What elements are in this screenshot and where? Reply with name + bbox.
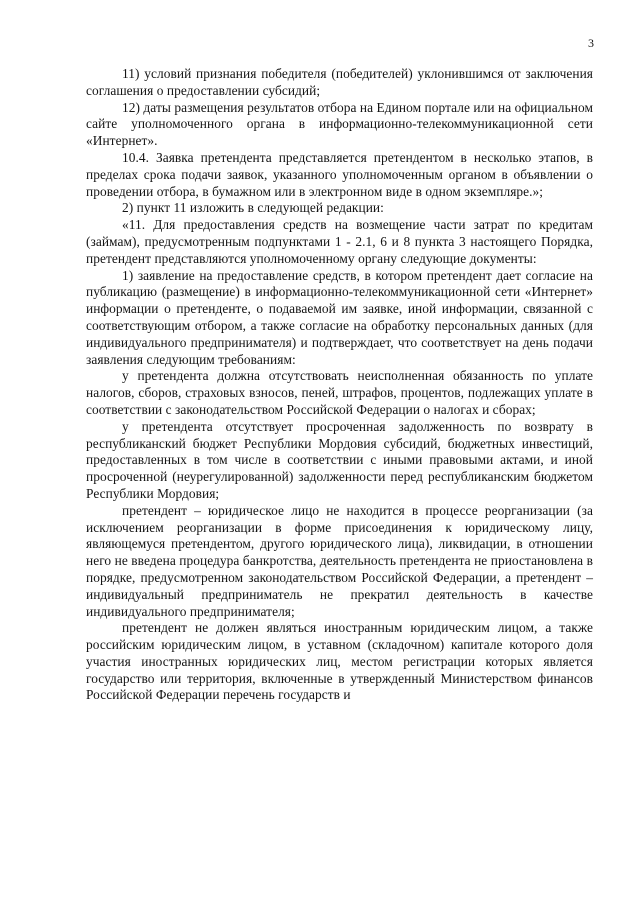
paragraph-10-4: 10.4. Заявка претендента представляется претендентом в несколько этапов, в пределах срока подачи заявок, указанного уполномоченным органом в объявлении о проведении отбора, в бумажном или в электронном виде в одном экземпляре.»;	[86, 149, 593, 199]
paragraph-requirement-taxes: у претендента должна отсутствовать неисполненная обязанность по уплате налогов, сборов, страховых взносов, пеней, штрафов, процентов, подлежащих уплате в соответствии с законодательством Российской Федерации о налогах и сборах;	[86, 368, 593, 417]
paragraph-clause-11: «11. Для предоставления средств на возмещение части затрат по кредитам (займам), предусмотренным подпунктами 1 - 2.1, 6 и 8 пункта 3 настоящего Порядка, претендент представляются уполномоченному органу следующие документы:	[86, 217, 593, 266]
page-number: 3	[588, 36, 594, 50]
document-body	[86, 66, 593, 704]
paragraph-requirement-debt: у претендента отсутствует просроченная задолженность по возврату в республиканский бюджет Республики Мордовия субсидий, бюджетных инвестиций, предоставленных в том числе в соответствии с иными правовыми актами, и иной просроченной (неурегулированной) задолженности перед республиканским бюджетом Республики Мордовия;	[86, 418, 593, 501]
paragraph-item-12: 12) даты размещения результатов отбора на Едином портале или на официальном сайте уполномоченного органа в информационно-телекоммуникационной сети «Интернет».	[86, 99, 593, 149]
paragraph-requirement-reorganization: претендент – юридическое лицо не находится в процессе реорганизации (за исключением реорганизации в форме присоединения к юридическому лицу, являющемуся претендентом, другого юридического лица), ликвидации, в отношении него не введена процедура банкротства, деятельность претендента не приостановлена в порядке, предусмотренном законодательством Российской Федерации, а претендент – индивидуальный предприниматель не прекратил деятельность в качестве индивидуального предпринимателя;	[86, 502, 593, 619]
paragraph-item-11: 11) условий признания победителя (победителей) уклонившимся от заключения соглашения о предоставлении субсидий;	[86, 66, 593, 98]
paragraph-amendment-2: 2) пункт 11 изложить в следующей редакции:	[122, 200, 384, 216]
paragraph-application: 1) заявление на предоставление средств, в котором претендент дает согласие на публикацию (размещение) в информационно-телекоммуникационной сети «Интернет» информации о претенденте, о подаваемой им заявке, иной информации, связанной с соответствующим отбором, а также согласие на обработку персональных данных (для индивидуального предпринимателя) и подтверждает, что соответствует на день подачи заявления следующим требованиям:	[86, 267, 593, 367]
paragraph-requirement-foreign-entity: претендент не должен являться иностранным юридическим лицом, а также российским юридическим лицом, в уставном (складочном) капитале которого доля участия иностранных юридических лиц, местом регистрации которых является государство или территория, включенные в утвержденный Министерством финансов Российской Федерации перечень государств и	[86, 620, 593, 703]
